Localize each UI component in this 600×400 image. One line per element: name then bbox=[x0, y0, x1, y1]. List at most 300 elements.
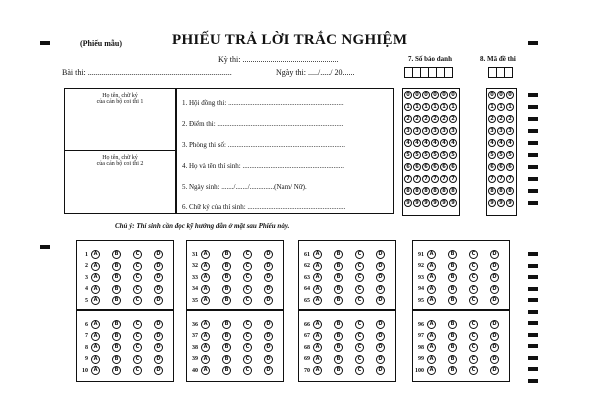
answer-bubble[interactable]: B bbox=[112, 262, 121, 271]
digit-bubble[interactable]: 4 bbox=[497, 139, 505, 147]
answer-bubble[interactable]: B bbox=[334, 343, 343, 352]
digit-bubble[interactable]: 6 bbox=[497, 163, 505, 171]
digit-bubble[interactable]: 4 bbox=[422, 139, 430, 147]
answer-bubble[interactable]: D bbox=[376, 343, 385, 352]
answer-bubble[interactable]: C bbox=[243, 296, 252, 305]
answer-bubble[interactable]: D bbox=[154, 250, 163, 259]
answer-bubble[interactable]: B bbox=[112, 355, 121, 364]
digit-bubble[interactable]: 4 bbox=[449, 139, 457, 147]
digit-bubble[interactable]: 6 bbox=[440, 163, 448, 171]
answer-bubble[interactable]: A bbox=[201, 250, 210, 259]
answer-bubble[interactable]: B bbox=[448, 262, 457, 271]
answer-bubble[interactable]: B bbox=[334, 285, 343, 294]
answer-bubble[interactable]: A bbox=[313, 273, 322, 282]
timing-mark bbox=[528, 287, 538, 291]
digit-bubble[interactable]: 1 bbox=[506, 103, 514, 111]
answer-bubble[interactable]: B bbox=[112, 250, 121, 259]
answer-bubble[interactable]: D bbox=[490, 355, 499, 364]
answer-bubble[interactable]: B bbox=[112, 273, 121, 282]
answer-bubble[interactable]: B bbox=[112, 296, 121, 305]
answer-bubble[interactable]: C bbox=[469, 296, 478, 305]
answer-bubble[interactable]: A bbox=[201, 262, 210, 271]
answer-bubble[interactable]: A bbox=[91, 332, 100, 341]
digit-bubble[interactable]: 9 bbox=[413, 199, 421, 207]
answer-bubble[interactable]: C bbox=[133, 355, 142, 364]
answer-bubble[interactable]: B bbox=[222, 366, 231, 375]
digit-bubble[interactable]: 0 bbox=[488, 91, 496, 99]
answer-bubble[interactable]: D bbox=[154, 285, 163, 294]
answer-bubble[interactable]: A bbox=[201, 285, 210, 294]
digit-bubble[interactable]: 7 bbox=[431, 175, 439, 183]
answer-row bbox=[77, 296, 175, 305]
digit-bubble[interactable]: 9 bbox=[440, 199, 448, 207]
answer-bubble[interactable]: D bbox=[154, 296, 163, 305]
digit-bubble[interactable]: 0 bbox=[422, 91, 430, 99]
digit-bubble[interactable]: 3 bbox=[440, 127, 448, 135]
answer-bubble[interactable]: A bbox=[91, 296, 100, 305]
digit-bubble[interactable]: 0 bbox=[506, 91, 514, 99]
answer-bubble[interactable]: A bbox=[427, 320, 436, 329]
info-field-signature[interactable]: 6. Chữ ký của thí sinh: ........................................................ bbox=[182, 203, 346, 211]
digit-bubble[interactable]: 1 bbox=[449, 103, 457, 111]
subject-line: Bài thi: ........................................................................ bbox=[62, 68, 232, 77]
answer-bubble[interactable]: B bbox=[222, 355, 231, 364]
answer-row bbox=[413, 262, 511, 271]
answer-bubble[interactable]: C bbox=[133, 296, 142, 305]
digit-bubble[interactable]: 6 bbox=[449, 163, 457, 171]
answer-bubble[interactable]: A bbox=[427, 296, 436, 305]
answer-row bbox=[299, 343, 397, 352]
digit-bubble[interactable]: 4 bbox=[404, 139, 412, 147]
answer-bubble[interactable]: D bbox=[376, 320, 385, 329]
digit-bubble[interactable]: 5 bbox=[413, 151, 421, 159]
answer-bubble[interactable]: D bbox=[376, 262, 385, 271]
digit-bubble[interactable]: 8 bbox=[497, 187, 505, 195]
answer-bubble[interactable]: B bbox=[448, 366, 457, 375]
digit-bubble[interactable]: 7 bbox=[413, 175, 421, 183]
answer-bubble[interactable]: B bbox=[222, 262, 231, 271]
answer-bubble[interactable]: B bbox=[334, 296, 343, 305]
answer-bubble[interactable]: A bbox=[313, 296, 322, 305]
digit-bubble[interactable]: 2 bbox=[404, 115, 412, 123]
answer-row bbox=[77, 366, 175, 375]
answer-bubble[interactable]: A bbox=[313, 332, 322, 341]
answer-bubble[interactable]: A bbox=[313, 250, 322, 259]
registration-mark bbox=[40, 41, 50, 45]
answer-bubble[interactable]: C bbox=[243, 262, 252, 271]
answer-bubble[interactable]: C bbox=[243, 250, 252, 259]
digit-bubble[interactable]: 0 bbox=[449, 91, 457, 99]
answer-bubble[interactable]: D bbox=[154, 273, 163, 282]
digit-bubble[interactable]: 7 bbox=[506, 175, 514, 183]
digit-bubble[interactable]: 2 bbox=[497, 115, 505, 123]
digit-bubble[interactable]: 6 bbox=[431, 163, 439, 171]
digit-bubble[interactable]: 1 bbox=[440, 103, 448, 111]
answer-bubble[interactable]: D bbox=[264, 366, 273, 375]
digit-bubble[interactable]: 1 bbox=[431, 103, 439, 111]
digit-bubble[interactable]: 7 bbox=[422, 175, 430, 183]
answer-bubble[interactable]: C bbox=[469, 320, 478, 329]
digit-bubble[interactable]: 1 bbox=[497, 103, 505, 111]
question-number: 94 bbox=[418, 286, 424, 292]
answer-bubble[interactable]: D bbox=[490, 366, 499, 375]
question-number: 31 bbox=[192, 251, 198, 258]
answer-bubble[interactable]: D bbox=[376, 366, 385, 375]
test-code-bubbles[interactable] bbox=[488, 91, 514, 210]
digit-bubble[interactable]: 1 bbox=[413, 103, 421, 111]
answer-bubble[interactable]: A bbox=[313, 343, 322, 352]
answer-bubble[interactable]: D bbox=[376, 273, 385, 282]
answer-bubble[interactable]: B bbox=[112, 320, 121, 329]
digit-bubble[interactable]: 5 bbox=[404, 151, 412, 159]
digit-bubble[interactable]: 4 bbox=[506, 139, 514, 147]
answer-bubble[interactable]: C bbox=[133, 250, 142, 259]
answer-bubble[interactable]: A bbox=[91, 343, 100, 352]
answer-bubble[interactable]: C bbox=[243, 273, 252, 282]
answer-bubble[interactable]: B bbox=[448, 332, 457, 341]
digit-bubble[interactable]: 3 bbox=[431, 127, 439, 135]
answer-bubble[interactable]: C bbox=[469, 332, 478, 341]
answer-row bbox=[77, 273, 175, 282]
answer-row bbox=[187, 355, 285, 364]
question-number: 70 bbox=[304, 367, 310, 374]
digit-bubble[interactable]: 3 bbox=[449, 127, 457, 135]
digit-bubble[interactable]: 2 bbox=[422, 115, 430, 123]
sample-label: (Phiếu mẫu) bbox=[80, 39, 122, 48]
digit-bubble[interactable]: 2 bbox=[413, 115, 421, 123]
answer-bubble[interactable]: B bbox=[222, 273, 231, 282]
answer-bubble[interactable]: A bbox=[427, 250, 436, 259]
answer-bubble[interactable]: C bbox=[469, 262, 478, 271]
answer-bubble[interactable]: B bbox=[222, 320, 231, 329]
question-number: 99 bbox=[418, 356, 424, 362]
answer-bubble[interactable]: C bbox=[133, 343, 142, 352]
digit-bubble[interactable]: 8 bbox=[488, 187, 496, 195]
info-field-room[interactable]: 3. Phòng thi số: ................................................................... bbox=[182, 141, 345, 149]
answer-bubble[interactable]: A bbox=[201, 296, 210, 305]
digit-bubble[interactable]: 6 bbox=[488, 163, 496, 171]
proctor-1-label: Họ tên, chữ ký của cán bộ coi thi 1 bbox=[96, 93, 144, 105]
answer-bubble[interactable]: B bbox=[334, 366, 343, 375]
answer-bubble[interactable]: C bbox=[355, 250, 364, 259]
digit-bubble[interactable]: 4 bbox=[413, 139, 421, 147]
digit-bubble[interactable]: 9 bbox=[404, 199, 412, 207]
answer-bubble[interactable]: A bbox=[427, 273, 436, 282]
answer-bubble[interactable]: C bbox=[469, 366, 478, 375]
answer-bubble[interactable]: C bbox=[133, 262, 142, 271]
answer-bubble[interactable]: C bbox=[243, 343, 252, 352]
answer-bubble[interactable]: D bbox=[154, 343, 163, 352]
digit-bubble[interactable]: 3 bbox=[422, 127, 430, 135]
digit-bubble[interactable]: 5 bbox=[440, 151, 448, 159]
answer-bubble[interactable]: D bbox=[490, 273, 499, 282]
answer-bubble[interactable]: D bbox=[264, 320, 273, 329]
digit-bubble[interactable]: 4 bbox=[488, 139, 496, 147]
answer-bubble[interactable]: C bbox=[469, 285, 478, 294]
answer-bubble[interactable]: A bbox=[91, 273, 100, 282]
answer-bubble[interactable]: D bbox=[264, 296, 273, 305]
digit-bubble[interactable]: 6 bbox=[413, 163, 421, 171]
answer-bubble[interactable]: C bbox=[469, 273, 478, 282]
info-field-center[interactable]: 2. Điểm thi: ........................................................................ bbox=[182, 120, 344, 128]
answer-bubble[interactable]: C bbox=[355, 262, 364, 271]
question-number: 4 bbox=[85, 286, 88, 292]
digit-bubble[interactable]: 5 bbox=[506, 151, 514, 159]
timing-mark bbox=[528, 201, 538, 205]
digit-bubble[interactable]: 4 bbox=[440, 139, 448, 147]
digit-bubble[interactable]: 0 bbox=[431, 91, 439, 99]
answer-bubble[interactable]: A bbox=[427, 343, 436, 352]
digit-bubble[interactable]: 2 bbox=[440, 115, 448, 123]
digit-bubble[interactable]: 8 bbox=[413, 187, 421, 195]
answer-bubble[interactable]: B bbox=[448, 273, 457, 282]
answer-bubble[interactable]: B bbox=[222, 343, 231, 352]
answer-bubble[interactable]: B bbox=[448, 296, 457, 305]
answer-bubble[interactable]: B bbox=[112, 343, 121, 352]
answer-bubble[interactable]: A bbox=[313, 285, 322, 294]
info-field-birthdate[interactable]: 5. Ngày sinh: ......./......./..............(Nam/ Nữ). bbox=[182, 183, 307, 191]
question-number: 5 bbox=[85, 297, 88, 304]
answer-bubble[interactable]: B bbox=[448, 250, 457, 259]
timing-mark bbox=[528, 275, 538, 279]
answer-bubble[interactable]: C bbox=[469, 355, 478, 364]
digit-bubble[interactable]: 9 bbox=[449, 199, 457, 207]
question-number: 64 bbox=[304, 286, 310, 292]
answer-bubble[interactable]: C bbox=[133, 332, 142, 341]
timing-mark bbox=[528, 310, 538, 314]
answer-bubble[interactable]: C bbox=[355, 296, 364, 305]
answer-bubble[interactable]: A bbox=[91, 366, 100, 375]
digit-bubble[interactable]: 7 bbox=[440, 175, 448, 183]
test-code-cells[interactable] bbox=[488, 67, 512, 78]
digit-bubble[interactable]: 0 bbox=[413, 91, 421, 99]
answer-bubble[interactable]: D bbox=[376, 285, 385, 294]
answer-bubble[interactable]: A bbox=[91, 250, 100, 259]
answer-bubble[interactable]: B bbox=[222, 250, 231, 259]
answer-bubble[interactable]: B bbox=[448, 343, 457, 352]
digit-bubble[interactable]: 6 bbox=[404, 163, 412, 171]
answer-row bbox=[77, 285, 175, 294]
answer-bubble[interactable]: B bbox=[334, 355, 343, 364]
answer-bubble[interactable]: D bbox=[154, 355, 163, 364]
digit-bubble[interactable]: 9 bbox=[431, 199, 439, 207]
digit-bubble[interactable]: 7 bbox=[497, 175, 505, 183]
digit-bubble[interactable]: 0 bbox=[440, 91, 448, 99]
answer-bubble[interactable]: C bbox=[355, 366, 364, 375]
answer-bubble[interactable]: A bbox=[313, 355, 322, 364]
answer-bubble[interactable]: B bbox=[334, 250, 343, 259]
answer-bubble[interactable]: C bbox=[133, 273, 142, 282]
digit-bubble[interactable]: 0 bbox=[404, 91, 412, 99]
answer-bubble[interactable]: B bbox=[334, 273, 343, 282]
question-number: 34 bbox=[192, 286, 198, 292]
answer-bubble[interactable]: C bbox=[355, 332, 364, 341]
answer-bubble[interactable]: C bbox=[355, 285, 364, 294]
answer-bubble[interactable]: B bbox=[448, 355, 457, 364]
answer-bubble[interactable]: D bbox=[490, 262, 499, 271]
digit-bubble[interactable]: 6 bbox=[422, 163, 430, 171]
question-number: 36 bbox=[192, 321, 198, 328]
answer-bubble[interactable]: A bbox=[313, 320, 322, 329]
answer-bubble[interactable]: A bbox=[201, 343, 210, 352]
answer-bubble[interactable]: C bbox=[469, 250, 478, 259]
answer-bubble[interactable]: B bbox=[334, 320, 343, 329]
digit-bubble[interactable]: 2 bbox=[449, 115, 457, 123]
digit-bubble[interactable]: 5 bbox=[497, 151, 505, 159]
digit-bubble[interactable]: 8 bbox=[449, 187, 457, 195]
question-number: 2 bbox=[85, 263, 88, 269]
answer-bubble[interactable]: A bbox=[427, 366, 436, 375]
answer-bubble[interactable]: C bbox=[355, 355, 364, 364]
timing-mark bbox=[528, 153, 538, 157]
digit-bubble[interactable]: 8 bbox=[404, 187, 412, 195]
answer-bubble[interactable]: B bbox=[222, 296, 231, 305]
answer-bubble[interactable]: A bbox=[201, 366, 210, 375]
answer-bubble[interactable]: A bbox=[201, 355, 210, 364]
digit-bubble[interactable]: 8 bbox=[440, 187, 448, 195]
answer-bubble[interactable]: D bbox=[264, 250, 273, 259]
digit-bubble[interactable]: 6 bbox=[506, 163, 514, 171]
answer-bubble[interactable]: C bbox=[469, 343, 478, 352]
answer-bubble[interactable]: B bbox=[448, 320, 457, 329]
question-number: 3 bbox=[85, 274, 88, 281]
answer-bubble[interactable]: D bbox=[154, 262, 163, 271]
answer-bubble[interactable]: A bbox=[201, 332, 210, 341]
digit-bubble[interactable]: 2 bbox=[488, 115, 496, 123]
answer-bubble[interactable]: B bbox=[112, 366, 121, 375]
answer-bubble[interactable]: D bbox=[264, 285, 273, 294]
digit-bubble[interactable]: 8 bbox=[422, 187, 430, 195]
answer-bubble[interactable]: D bbox=[376, 355, 385, 364]
answer-bubble[interactable]: C bbox=[243, 320, 252, 329]
answer-bubble[interactable]: C bbox=[355, 273, 364, 282]
digit-bubble[interactable]: 0 bbox=[497, 91, 505, 99]
reg-number-bubbles[interactable] bbox=[404, 91, 457, 210]
answer-bubble[interactable]: C bbox=[355, 343, 364, 352]
answer-bubble[interactable]: A bbox=[91, 285, 100, 294]
answer-bubble[interactable]: B bbox=[448, 285, 457, 294]
digit-bubble[interactable]: 3 bbox=[488, 127, 496, 135]
answer-bubble[interactable]: B bbox=[112, 332, 121, 341]
reg-number-label: 7. Số báo danh bbox=[408, 55, 452, 63]
answer-bubble[interactable]: A bbox=[427, 285, 436, 294]
question-number: 93 bbox=[418, 274, 424, 281]
digit-bubble[interactable]: 1 bbox=[422, 103, 430, 111]
digit-bubble[interactable]: 8 bbox=[506, 187, 514, 195]
answer-bubble[interactable]: D bbox=[376, 296, 385, 305]
digit-bubble[interactable]: 2 bbox=[506, 115, 514, 123]
digit-bubble[interactable]: 1 bbox=[488, 103, 496, 111]
answer-bubble[interactable]: B bbox=[222, 332, 231, 341]
timing-mark bbox=[528, 105, 538, 109]
answer-bubble[interactable]: D bbox=[264, 332, 273, 341]
answer-bubble[interactable]: D bbox=[376, 250, 385, 259]
digit-bubble[interactable]: 7 bbox=[449, 175, 457, 183]
answer-bubble[interactable]: A bbox=[201, 273, 210, 282]
answer-bubble[interactable]: B bbox=[222, 285, 231, 294]
digit-bubble[interactable]: 2 bbox=[431, 115, 439, 123]
answer-bubble[interactable]: C bbox=[133, 320, 142, 329]
digit-bubble[interactable]: 1 bbox=[404, 103, 412, 111]
answer-bubble[interactable]: D bbox=[490, 332, 499, 341]
answer-bubble[interactable]: A bbox=[91, 262, 100, 271]
answer-row bbox=[413, 296, 511, 305]
digit-bubble[interactable]: 3 bbox=[506, 127, 514, 135]
digit-bubble[interactable]: 8 bbox=[431, 187, 439, 195]
answer-bubble[interactable]: D bbox=[264, 262, 273, 271]
answer-bubble[interactable]: A bbox=[427, 332, 436, 341]
answer-bubble[interactable]: C bbox=[133, 366, 142, 375]
answer-row bbox=[299, 366, 397, 375]
answer-bubble[interactable]: D bbox=[154, 332, 163, 341]
answer-bubble[interactable]: D bbox=[264, 343, 273, 352]
answer-bubble[interactable]: D bbox=[264, 273, 273, 282]
answer-bubble[interactable]: D bbox=[264, 355, 273, 364]
answer-bubble[interactable]: D bbox=[490, 250, 499, 259]
answer-row bbox=[77, 320, 175, 329]
info-field-name[interactable]: 4. Họ và tên thí sinh: .......................................................... bbox=[182, 162, 344, 170]
answer-bubble[interactable]: C bbox=[243, 285, 252, 294]
answer-row bbox=[413, 320, 511, 329]
answer-bubble[interactable]: C bbox=[243, 355, 252, 364]
answer-bubble[interactable]: D bbox=[154, 366, 163, 375]
answer-bubble[interactable]: C bbox=[243, 332, 252, 341]
registration-mark bbox=[40, 245, 50, 249]
digit-bubble[interactable]: 9 bbox=[497, 199, 505, 207]
digit-bubble[interactable]: 5 bbox=[449, 151, 457, 159]
answer-bubble[interactable]: D bbox=[490, 320, 499, 329]
answer-bubble[interactable]: C bbox=[133, 285, 142, 294]
digit-bubble[interactable]: 5 bbox=[488, 151, 496, 159]
answer-row bbox=[413, 343, 511, 352]
digit-bubble[interactable]: 3 bbox=[413, 127, 421, 135]
answer-bubble[interactable]: A bbox=[427, 262, 436, 271]
digit-bubble[interactable]: 9 bbox=[488, 199, 496, 207]
digit-bubble[interactable]: 7 bbox=[404, 175, 412, 183]
answer-bubble[interactable]: D bbox=[376, 332, 385, 341]
digit-bubble[interactable]: 5 bbox=[431, 151, 439, 159]
reg-number-cells[interactable] bbox=[404, 67, 452, 78]
answer-bubble[interactable]: A bbox=[91, 320, 100, 329]
page-title: PHIẾU TRẢ LỜI TRẮC NGHIỆM bbox=[172, 32, 408, 48]
timing-mark bbox=[528, 298, 538, 302]
digit-bubble[interactable]: 9 bbox=[506, 199, 514, 207]
answer-bubble[interactable]: C bbox=[355, 320, 364, 329]
info-field-council[interactable]: 1. Hội đồng thi: .................................................................. bbox=[182, 99, 344, 107]
answer-bubble[interactable]: D bbox=[154, 320, 163, 329]
answer-bubble[interactable]: D bbox=[490, 296, 499, 305]
digit-bubble[interactable]: 5 bbox=[422, 151, 430, 159]
question-number: 61 bbox=[304, 251, 310, 258]
answer-bubble[interactable]: A bbox=[201, 320, 210, 329]
answer-bubble[interactable]: A bbox=[313, 262, 322, 271]
answer-bubble[interactable]: B bbox=[334, 262, 343, 271]
digit-bubble[interactable]: 7 bbox=[488, 175, 496, 183]
digit-bubble[interactable]: 3 bbox=[497, 127, 505, 135]
digit-bubble[interactable]: 3 bbox=[404, 127, 412, 135]
answer-bubble[interactable]: A bbox=[313, 366, 322, 375]
answer-bubble[interactable]: D bbox=[490, 285, 499, 294]
timing-mark bbox=[528, 344, 538, 348]
answer-bubble[interactable]: C bbox=[243, 366, 252, 375]
answer-bubble[interactable]: A bbox=[91, 355, 100, 364]
digit-bubble[interactable]: 4 bbox=[431, 139, 439, 147]
answer-bubble[interactable]: D bbox=[490, 343, 499, 352]
digit-bubble[interactable]: 9 bbox=[422, 199, 430, 207]
answer-bubble[interactable]: B bbox=[112, 285, 121, 294]
answer-bubble[interactable]: A bbox=[427, 355, 436, 364]
answer-bubble[interactable]: B bbox=[334, 332, 343, 341]
